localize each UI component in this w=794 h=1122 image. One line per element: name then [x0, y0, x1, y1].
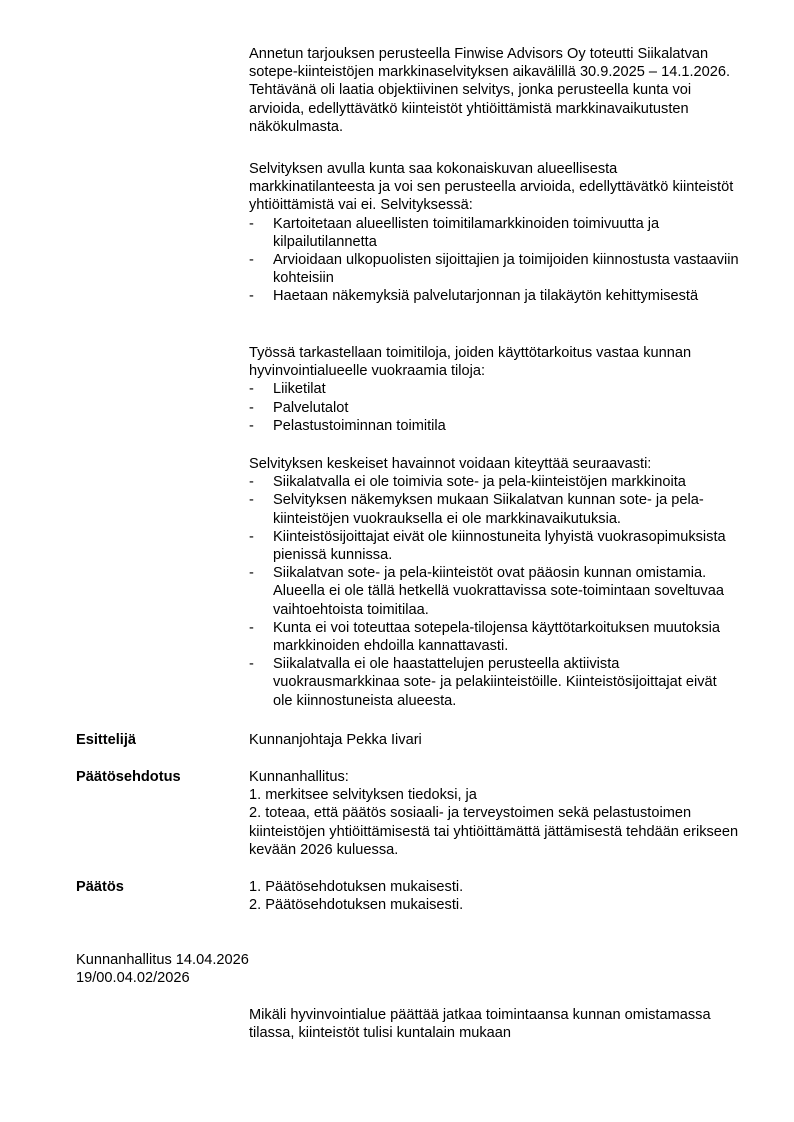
- dash-bullet-icon: -: [249, 381, 254, 398]
- paatosehdotus-line: Kunnanhallitus:: [249, 769, 349, 785]
- intro-paragraph-1: [249, 45, 739, 136]
- continuation-paragraph: [249, 1006, 739, 1042]
- paatos-content: [249, 878, 739, 914]
- paatos-line: 1. Päätösehdotuksen mukaisesti.: [249, 879, 464, 895]
- list-item-text: Arvioidaan ulkopuolisten sijoittajien ja toimijoiden kiinnostusta vastaaviin kohteisiin: [273, 252, 739, 287]
- meeting-date: Kunnanhallitus 14.04.2026: [76, 952, 249, 968]
- list-item: [249, 564, 739, 619]
- list-item: [249, 417, 739, 435]
- list-item: [249, 287, 739, 305]
- paatos-line: 2. Päätösehdotuksen mukaisesti.: [249, 897, 464, 914]
- dash-bullet-icon: -: [249, 215, 254, 232]
- paragraph-text: Selvityksen avulla kunta saa kokonaiskuvan alueellisesta markkinatilanteesta ja voi sen perusteella arvioida, edellyttävätkö kiinteistöt yhtiöittämistä vai ei. Selvityksessä:: [249, 161, 734, 214]
- list-item-text: Kartoitetaan alueellisten toimitilamarkkinoiden toimivuutta ja kilpailutilannetta: [273, 215, 660, 250]
- dash-bullet-icon: -: [249, 399, 254, 416]
- list-item-text: Siikalatvan sote- ja pela-kiinteistöt ovat pääosin kunnan omistamia. Alueella ei ole tällä hetkellä vuokrattavissa sote-toimintaan soveltuvaa vaihtoehtoista toimitilaa.: [273, 565, 725, 618]
- dash-bullet-icon: -: [249, 565, 254, 582]
- bullet-list: [249, 215, 739, 306]
- list-item: [249, 251, 739, 287]
- list-item: [249, 380, 739, 398]
- list-item-text: Palvelutalot: [273, 399, 349, 416]
- intro-paragraph-2: [249, 160, 739, 306]
- dash-bullet-icon: -: [249, 252, 254, 269]
- list-item-text: Siikalatvalla ei ole haastattelujen perusteella aktiivista vuokrausmarkkinaa sote- ja pelakiinteistöille. Kiinteistösijoittajat eivät ole kiinnostuneista alueesta.: [273, 656, 717, 709]
- intro-paragraph-4: [249, 455, 739, 710]
- list-item: [249, 399, 739, 417]
- list-item-text: Kiinteistösijoittajat eivät ole kiinnostuneita lyhyistä vuokrasopimuksista pienissä kunnissa.: [273, 528, 726, 564]
- esittelija-value: Kunnanjohtaja Pekka Iivari: [249, 732, 422, 748]
- list-item-text: Siikalatvalla ei ole toimivia sote- ja pela-kiinteistöjen markkinoita: [273, 474, 686, 491]
- intro-paragraph-3: [249, 344, 739, 435]
- paatosehdotus-line: 2. toteaa, että päätös sosiaali- ja terveystoimen sekä pelastustoimen kiinteistöjen yhtiöittämisestä tai yhtiöittämättä jättämisestä tehdään erikseen kevään 2026 kuluessa.: [249, 805, 739, 858]
- bullet-list: [249, 473, 739, 710]
- dash-bullet-icon: -: [249, 492, 254, 509]
- dash-bullet-icon: -: [249, 656, 254, 673]
- dash-bullet-icon: -: [249, 474, 254, 491]
- list-item: [249, 655, 739, 710]
- meeting-info: [76, 951, 249, 987]
- paragraph-text: Annetun tarjouksen perusteella Finwise Advisors Oy toteutti Siikalatvan sotepe-kiinteistöjen markkinaselvityksen aikavälillä 30.9.2025 – 14.1.2026. Tehtävänä oli laatia objektiivinen selvitys, jonka perusteella kunta voi arvioida, edellyttävätkö kiinteistöt yhtiöittämistä markkinavaikutusten näkökulmasta.: [249, 46, 731, 135]
- bullet-list: [249, 380, 739, 435]
- dash-bullet-icon: -: [249, 288, 254, 305]
- list-item: [249, 491, 739, 527]
- esittelija-label: Esittelijä: [76, 732, 137, 748]
- paatosehdotus-label: Päätösehdotus: [76, 769, 181, 785]
- list-item: [249, 619, 739, 655]
- paragraph-text: Työssä tarkastellaan toimitiloja, joiden käyttötarkoitus vastaa kunnan hyvinvointialueelle vuokraamia tiloja:: [249, 345, 692, 380]
- list-item-text: Kunta ei voi toteuttaa sotepela-tilojensa käyttötarkoituksen muutoksia markkinoiden ehdoilla kannattavasti.: [273, 619, 720, 655]
- list-item-text: Liiketilat: [273, 381, 326, 398]
- paragraph-text: Selvityksen keskeiset havainnot voidaan kiteyttää seuraavasti:: [249, 456, 652, 472]
- list-item-text: Selvityksen näkemyksen mukaan Siikalatvan kunnan sote- ja pela-kiinteistöjen vuokrauksella ei ole markkinavaikutuksia.: [273, 492, 704, 527]
- dash-bullet-icon: -: [249, 528, 254, 545]
- case-number: 19/00.04.02/2026: [76, 970, 190, 987]
- dash-bullet-icon: -: [249, 417, 254, 434]
- list-item: [249, 215, 739, 251]
- dash-bullet-icon: -: [249, 619, 254, 636]
- list-item-text: Haetaan näkemyksiä palvelutarjonnan ja tilakäytön kehittymisestä: [273, 288, 699, 305]
- list-item-text: Pelastustoiminnan toimitila: [273, 417, 446, 434]
- paatosehdotus-content: [249, 768, 739, 859]
- paatosehdotus-line: 1. merkitsee selvityksen tiedoksi, ja: [249, 787, 477, 804]
- list-item: [249, 528, 739, 564]
- paatos-label: Päätös: [76, 879, 124, 895]
- paragraph-text: Mikäli hyvinvointialue päättää jatkaa toimintaansa kunnan omistamassa tilassa, kiinteistöt tulisi kuntalain mukaan: [249, 1007, 711, 1042]
- list-item: [249, 473, 739, 491]
